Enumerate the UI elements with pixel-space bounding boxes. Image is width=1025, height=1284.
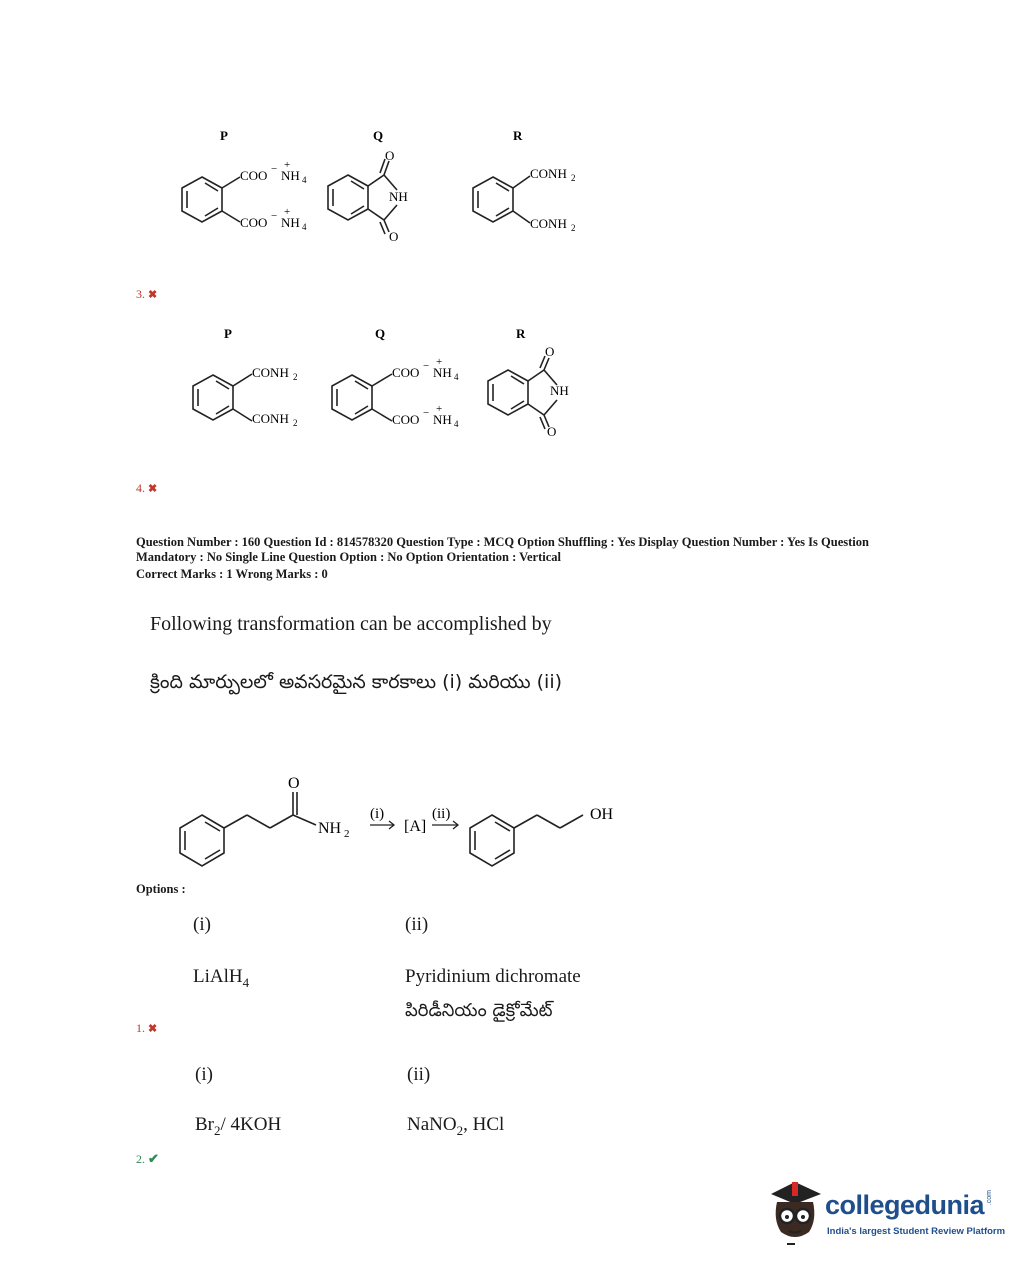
svg-text:O: O xyxy=(547,424,557,439)
svg-text:O: O xyxy=(389,229,399,244)
question-marks: Correct Marks : 1 Wrong Marks : 0 xyxy=(136,567,328,581)
option-2-structures-diagram xyxy=(170,120,620,250)
svg-text:CONH: CONH xyxy=(252,365,289,380)
svg-text:+: + xyxy=(284,159,291,171)
svg-text:COO: COO xyxy=(392,412,420,427)
struct-label-r: R xyxy=(513,128,523,143)
reactant-structure xyxy=(180,792,316,866)
question-meta-line-2: Mandatory : No Single Line Question Option : No Option Orientation : Vertical xyxy=(136,550,562,564)
struct-r-conh2-bottom: CONH xyxy=(530,216,567,231)
reaction-scheme xyxy=(170,770,650,870)
svg-text:O: O xyxy=(288,775,300,792)
struct-p-coo-bottom: COO xyxy=(240,215,268,230)
option-2-reagent-i: $Br_2/$ 4KOH xyxy=(195,1114,282,1138)
collegedunia-logo[interactable] xyxy=(765,1176,1006,1248)
option-1-reagent-i: LiAlH$_4$ xyxy=(193,966,250,990)
wrong-mark-icon: ✖ xyxy=(148,1023,158,1035)
svg-text:−: − xyxy=(271,163,278,175)
svg-text:NH: NH xyxy=(550,383,569,398)
svg-text:2: 2 xyxy=(344,828,350,840)
svg-text:+: + xyxy=(436,356,443,368)
correct-mark-icon: ✔ xyxy=(148,1151,159,1166)
reagent-step-1: (i) xyxy=(370,806,385,822)
wrong-mark-icon: ✖ xyxy=(148,289,158,301)
svg-text:+: + xyxy=(436,403,443,415)
question-text-english: Following transformation can be accomplished by xyxy=(150,613,552,635)
struct-p-nh4-bottom: NH xyxy=(281,215,300,230)
struct-label-p: P xyxy=(220,128,228,143)
wrong-mark-icon: ✖ xyxy=(148,483,158,495)
struct-p-ring xyxy=(182,177,240,222)
svg-text:NH: NH xyxy=(433,365,452,380)
struct-r-ring xyxy=(473,176,530,223)
struct-label-r: R xyxy=(516,326,526,341)
option-1-number[interactable]: 1. ✖ xyxy=(136,1021,158,1035)
option-3-structures xyxy=(180,318,600,448)
svg-text:O: O xyxy=(385,148,395,163)
struct-r-conh2-top: CONH xyxy=(530,166,567,181)
option-4-number[interactable]: 4. ✖ xyxy=(136,481,158,495)
question-text-telugu: క్రింది మార్పులలో అవసరమైన కారకాలు (i) మరియు (ii) xyxy=(150,671,563,693)
svg-text:4: 4 xyxy=(302,222,307,232)
struct-q-nh: NH xyxy=(389,189,408,204)
svg-text:−: − xyxy=(423,360,430,372)
product-structure xyxy=(470,815,583,866)
option-3-number[interactable]: 3. ✖ xyxy=(136,287,158,301)
option-1-reagent-ii-telugu: పిరిడీనియం డైక్రోమేట్ xyxy=(405,1000,553,1021)
struct-label-p: P xyxy=(224,326,232,341)
struct-q-ring xyxy=(328,159,397,234)
reagent-step-2: (ii) xyxy=(432,806,451,822)
product-oh: OH xyxy=(590,806,614,823)
option-2-col2-header: (ii) xyxy=(407,1064,431,1085)
svg-text:O: O xyxy=(545,344,555,359)
svg-text:2: 2 xyxy=(571,173,576,183)
svg-text:CONH: CONH xyxy=(252,411,289,426)
question-meta-line-1: Question Number : 160 Question Id : 814578320 Question Type : MCQ Option Shuffling : Yes Display Question Number : Yes Is Question xyxy=(136,535,869,549)
svg-text:2: 2 xyxy=(293,372,298,382)
logo-tagline: India's largest Student Review Platform xyxy=(827,1226,1006,1237)
svg-text:−: − xyxy=(423,407,430,419)
option-1-col1-header: (i) xyxy=(193,914,211,935)
reaction-scheme-diagram xyxy=(170,770,650,870)
option-2-reagent-ii: NaNO$_2$, HCl xyxy=(407,1114,505,1138)
option-2-col1-header: (i) xyxy=(195,1064,213,1085)
question-meta xyxy=(136,535,936,582)
option-3-structures-diagram xyxy=(180,318,600,448)
struct-p-coo-top: COO xyxy=(240,168,268,183)
struct-label-q: Q xyxy=(373,128,384,143)
svg-text:4: 4 xyxy=(302,175,307,185)
svg-text:2: 2 xyxy=(293,418,298,428)
svg-text:NH: NH xyxy=(433,412,452,427)
svg-text:COO: COO xyxy=(392,365,420,380)
svg-text:+: + xyxy=(284,206,291,218)
reactant-nh2: NH xyxy=(318,820,342,837)
option-1-col2-header: (ii) xyxy=(405,914,429,935)
svg-text:4: 4 xyxy=(454,419,459,429)
option-2-structures xyxy=(170,120,620,250)
struct-p-nh4-top: NH xyxy=(281,168,300,183)
struct-label-q: Q xyxy=(375,326,386,341)
svg-text:−: − xyxy=(271,210,278,222)
mascot-icon xyxy=(765,1176,825,1248)
logo-wordmark: collegedunia .com xyxy=(825,1190,994,1220)
option-1-reagent-ii: Pyridinium dichromate xyxy=(405,966,581,987)
svg-text:2: 2 xyxy=(571,223,576,233)
svg-text:4: 4 xyxy=(454,372,459,382)
intermediate-a: [A] xyxy=(404,818,427,835)
options-label: Options : xyxy=(136,882,186,896)
option-2-number[interactable]: 2. ✔ xyxy=(136,1151,159,1166)
